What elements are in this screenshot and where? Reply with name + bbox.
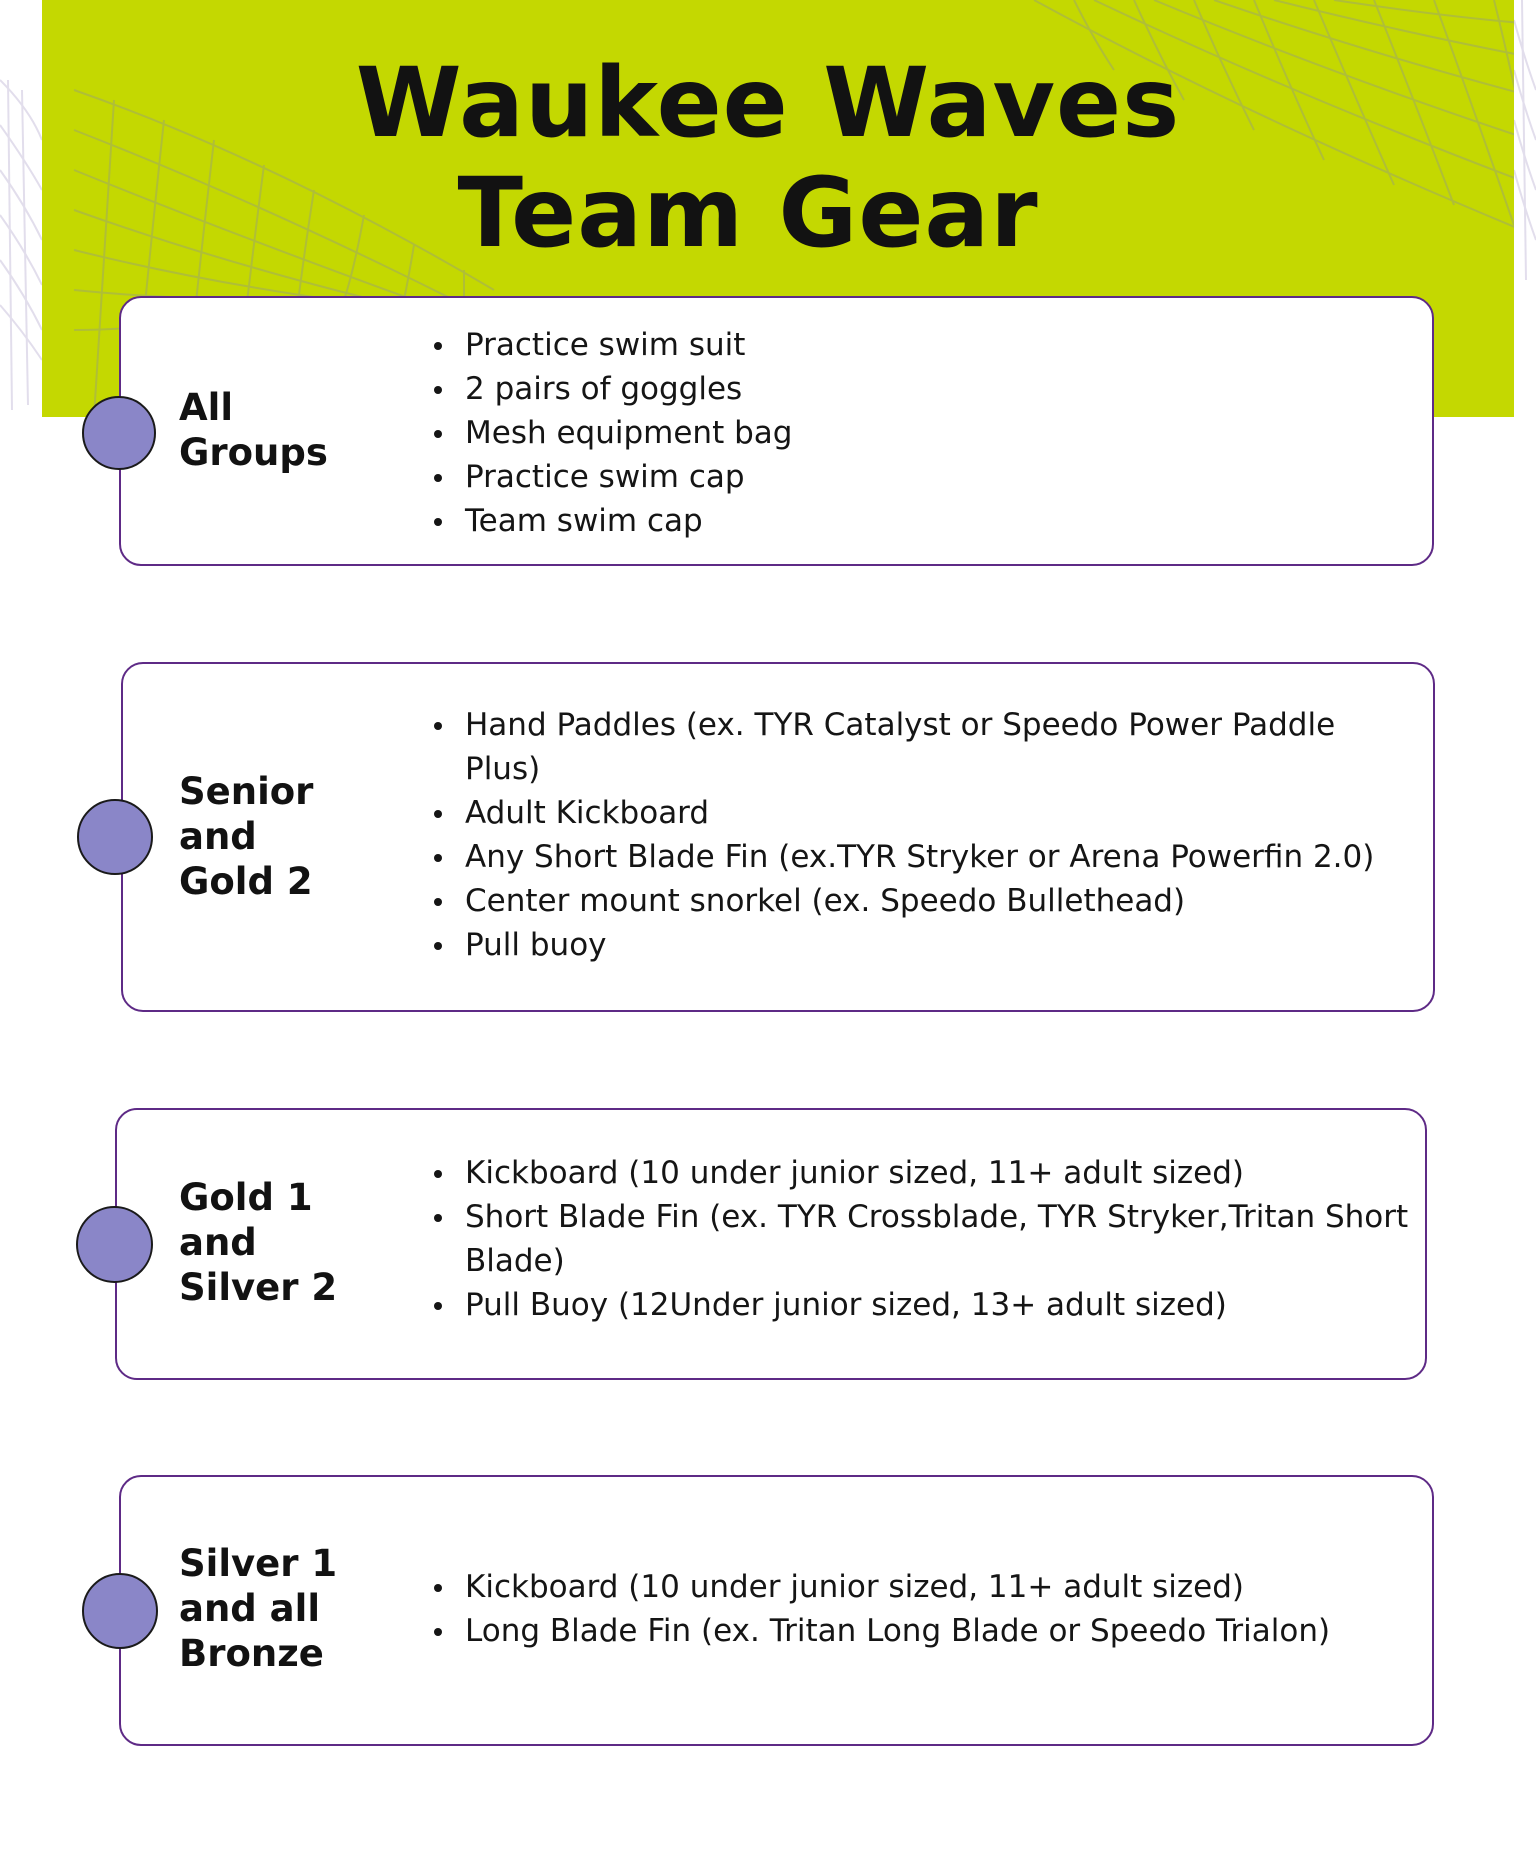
gear-item: Hand Paddles (ex. TYR Catalyst or Speedo Power Paddle Plus) [430, 703, 1420, 791]
gear-item: Center mount snorkel (ex. Speedo Bullethead) [430, 879, 1420, 923]
gear-item: Team swim cap [430, 499, 792, 543]
gear-list-senior-gold-2 [430, 703, 1420, 967]
group-label-silver-1-bronze [179, 1541, 337, 1676]
group-label-line: Groups [179, 431, 328, 474]
group-bullet-dot [82, 396, 156, 470]
group-label-all-groups [179, 385, 328, 475]
page-title-line-1: Waukee Waves [355, 47, 1181, 159]
gear-item: Mesh equipment bag [430, 411, 792, 455]
gear-item: Practice swim suit [430, 323, 792, 367]
gear-item: Adult Kickboard [430, 791, 1420, 835]
group-bullet-dot [77, 799, 153, 875]
group-label-line: and [179, 815, 257, 858]
gear-item: Short Blade Fin (ex. TYR Crossblade, TYR Stryker,Tritan Short Blade) [430, 1195, 1410, 1283]
group-label-line: Senior [179, 770, 314, 813]
group-label-line: Gold 1 [179, 1176, 313, 1219]
gear-item: Pull buoy [430, 923, 1420, 967]
group-label-line: Bronze [179, 1632, 324, 1675]
group-label-gold-1-silver-2 [179, 1175, 337, 1310]
group-bullet-dot [82, 1573, 158, 1649]
gear-item: 2 pairs of goggles [430, 367, 792, 411]
group-label-line: All [179, 386, 234, 429]
page-title-line-2: Team Gear [457, 157, 1039, 269]
gear-item: Long Blade Fin (ex. Tritan Long Blade or Speedo Trialon) [430, 1609, 1410, 1653]
group-label-line: and all [179, 1587, 321, 1630]
gear-item: Practice swim cap [430, 455, 792, 499]
gear-item: Pull Buoy (12Under junior sized, 13+ adult sized) [430, 1283, 1410, 1327]
group-label-senior-gold-2 [179, 769, 313, 904]
group-label-line: Silver 1 [179, 1542, 338, 1585]
gear-item: Any Short Blade Fin (ex.TYR Stryker or Arena Powerfin 2.0) [430, 835, 1420, 879]
group-label-line: and [179, 1221, 257, 1264]
gear-item: Kickboard (10 under junior sized, 11+ adult sized) [430, 1565, 1410, 1609]
gear-item: Kickboard (10 under junior sized, 11+ adult sized) [430, 1151, 1410, 1195]
gear-list-silver-1-bronze [430, 1565, 1410, 1653]
group-label-line: Silver 2 [179, 1266, 338, 1309]
gear-list-all-groups [430, 323, 792, 543]
gear-list-gold-1-silver-2 [430, 1151, 1410, 1327]
group-label-line: Gold 2 [179, 860, 313, 903]
group-bullet-dot [76, 1206, 153, 1283]
